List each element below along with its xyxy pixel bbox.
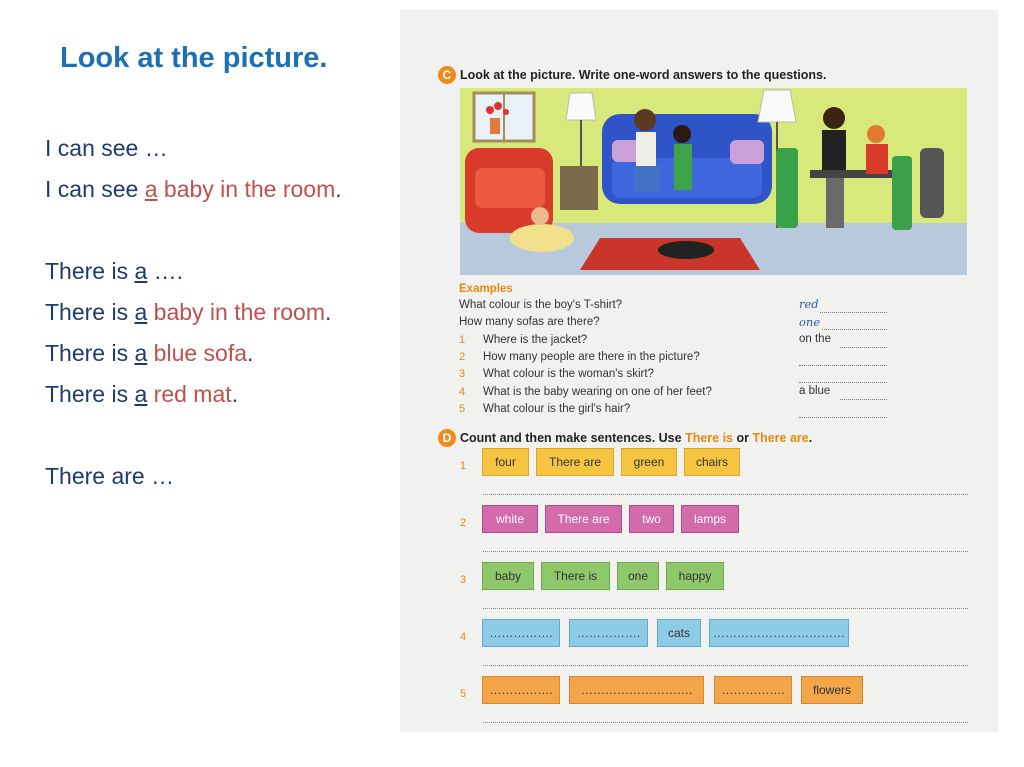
cushion — [730, 140, 764, 164]
word-tile: …………………………… — [709, 619, 849, 647]
word-tile: There is — [541, 562, 610, 590]
word-tile: two — [629, 505, 674, 533]
text-line-7 — [45, 463, 174, 490]
section-c-badge: C — [438, 66, 456, 84]
word-tile: happy — [666, 562, 724, 590]
black-cat — [658, 241, 714, 259]
lamp-shade-left — [566, 93, 596, 120]
question-text: What colour is the girl's hair? — [483, 403, 631, 415]
word-tile: white — [482, 505, 538, 533]
article-a: a — [144, 176, 158, 202]
instruction-or: or — [733, 431, 753, 445]
there-are-highlight: There are — [752, 431, 809, 445]
boy-head — [867, 125, 885, 143]
answer-prefix: on the — [799, 333, 831, 345]
row-number: 5 — [460, 688, 467, 700]
question-text: What is the baby wearing on one of her feet? — [483, 386, 712, 398]
word-tile: ………………………. — [569, 676, 704, 704]
word-tile: cats — [657, 619, 701, 647]
question-text: What colour is the woman's skirt? — [483, 368, 654, 380]
girl-head — [673, 125, 691, 143]
man-head — [823, 107, 845, 129]
question-number: 3 — [459, 368, 466, 380]
word-tile: lamps — [681, 505, 739, 533]
example-answer: red — [799, 297, 819, 311]
answer-line — [840, 347, 887, 348]
article-a: a — [134, 258, 148, 284]
question-number: 2 — [459, 351, 466, 363]
text-line-6 — [45, 381, 238, 408]
answer-line — [799, 365, 887, 366]
text-line-3 — [45, 258, 183, 285]
baby-bouncer — [510, 224, 574, 252]
highlight-phrase: red mat — [153, 381, 232, 407]
worksheet-page — [400, 10, 998, 732]
answer-prefix: a blue — [799, 385, 831, 397]
line-end: . — [247, 340, 254, 366]
word-tile: four — [482, 448, 529, 476]
question-number: 5 — [459, 403, 466, 415]
flower-vase — [490, 118, 500, 134]
answer-line — [820, 312, 887, 313]
article-a: a — [134, 340, 148, 366]
sentence-line — [483, 608, 968, 609]
text-line-5 — [45, 340, 253, 367]
line-text: There are … — [45, 463, 175, 489]
line-text: There is — [45, 381, 135, 407]
row-number: 2 — [460, 517, 467, 529]
jacket — [920, 148, 944, 218]
line-text: I can see — [45, 176, 145, 202]
example-question: What colour is the boy's T-shirt? — [459, 299, 623, 311]
slide-title: Look at the picture. — [60, 42, 328, 74]
sentence-line — [483, 722, 968, 723]
line-end: . — [335, 176, 342, 202]
line-end: . — [231, 381, 239, 407]
woman-head — [634, 109, 656, 131]
word-tile: ……………. — [569, 619, 648, 647]
answer-line — [799, 382, 887, 383]
sentence-line — [483, 665, 968, 666]
section-d-instruction — [460, 431, 812, 445]
living-room-illustration — [460, 88, 967, 275]
word-tile: chairs — [684, 448, 740, 476]
answer-line — [799, 417, 887, 418]
side-table — [560, 166, 598, 210]
line-text: There is — [45, 299, 135, 325]
highlight-phrase: baby in the room — [163, 176, 336, 202]
word-tile: There are — [536, 448, 614, 476]
answer-line — [840, 399, 887, 400]
line-end: . — [325, 299, 332, 325]
question-number: 4 — [459, 386, 466, 398]
example-answer: one — [799, 315, 821, 329]
lamp-shade-right — [758, 90, 796, 122]
section-d-badge: D — [438, 429, 456, 447]
word-tile: green — [621, 448, 677, 476]
instruction-end: . — [808, 431, 813, 445]
highlight-phrase: blue sofa — [153, 340, 248, 366]
article-a: a — [134, 299, 148, 325]
baby-head — [531, 207, 549, 225]
word-tile: ……………. — [482, 619, 560, 647]
line-end: …. — [147, 258, 184, 284]
question-text: Where is the jacket? — [483, 334, 588, 346]
text-line-2 — [45, 176, 342, 203]
line-text: There is — [45, 258, 135, 284]
answer-line — [822, 329, 887, 330]
sentence-line — [483, 494, 968, 495]
row-number: 1 — [460, 460, 467, 472]
sentence-line — [483, 551, 968, 552]
green-chair — [776, 148, 798, 228]
word-tile: flowers — [801, 676, 863, 704]
highlight-phrase: baby in the room — [153, 299, 325, 325]
line-text: I can see … — [45, 135, 168, 161]
word-tile: baby — [482, 562, 534, 590]
text-line-4 — [45, 299, 331, 326]
row-number: 3 — [460, 574, 467, 586]
word-tile: There are — [545, 505, 622, 533]
examples-label: Examples — [459, 283, 513, 295]
question-number: 1 — [459, 334, 466, 346]
instruction-text: Count and then make sentences. Use — [460, 431, 686, 445]
word-tile: ……………. — [714, 676, 792, 704]
row-number: 4 — [460, 631, 467, 643]
section-c-instruction: Look at the picture. Write one-word answers to the questions. — [460, 68, 827, 82]
text-line-1 — [45, 135, 168, 162]
there-is-highlight: There is — [685, 431, 733, 445]
article-a: a — [134, 381, 148, 407]
word-tile: ……………. — [482, 676, 560, 704]
line-text: There is — [45, 340, 135, 366]
word-tile: one — [617, 562, 659, 590]
example-question: How many sofas are there? — [459, 316, 600, 328]
question-text: How many people are there in the picture? — [483, 351, 700, 363]
